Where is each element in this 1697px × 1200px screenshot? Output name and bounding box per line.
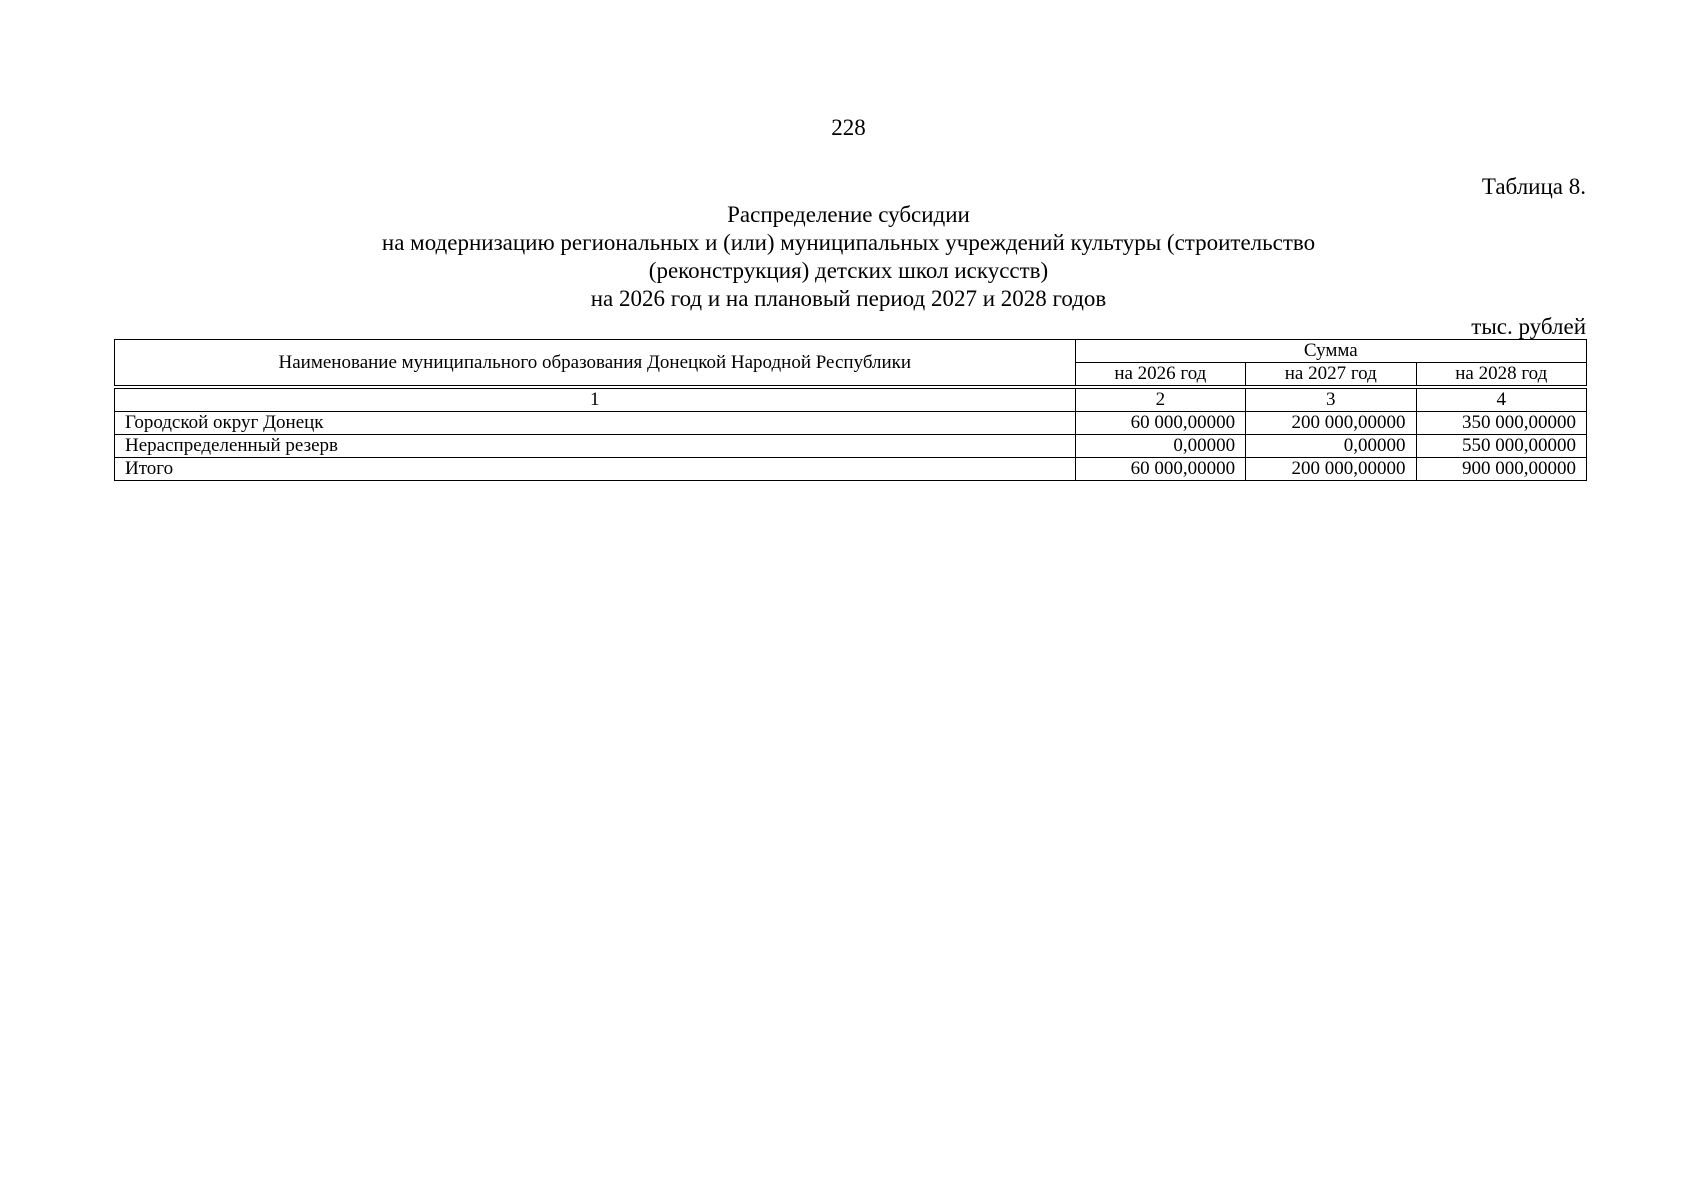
table-row-total xyxy=(115,458,1587,481)
row-value: 60 000,00000 xyxy=(1075,412,1245,435)
table-header-row xyxy=(115,340,1587,363)
title-line: Распределение субсидии xyxy=(727,202,970,227)
row-value: 550 000,00000 xyxy=(1416,435,1586,458)
table-row xyxy=(115,435,1587,458)
row-value: 0,00000 xyxy=(1075,435,1245,458)
column-number: 2 xyxy=(1075,389,1245,412)
column-number: 3 xyxy=(1246,389,1416,412)
row-value: 60 000,00000 xyxy=(1075,458,1245,481)
header-municipality: Наименование муниципального образования Донецкой Народной Республики xyxy=(115,340,1076,386)
units-label: тыс. рублей xyxy=(1471,314,1586,339)
column-number-row xyxy=(115,389,1587,412)
column-number: 1 xyxy=(115,389,1076,412)
row-value: 200 000,00000 xyxy=(1246,458,1416,481)
table-caption: Таблица 8. xyxy=(1481,174,1586,199)
title-line: на модернизацию региональных и (или) муниципальных учреждений культуры (строительство xyxy=(381,230,1316,255)
row-name: Итого xyxy=(115,458,1076,481)
header-year-2027: на 2027 год xyxy=(1246,363,1416,386)
row-value: 350 000,00000 xyxy=(1416,412,1586,435)
row-value: 900 000,00000 xyxy=(1416,458,1586,481)
title-line: на 2026 год и на плановый период 2027 и 2028 годов xyxy=(590,286,1107,311)
column-number: 4 xyxy=(1416,389,1586,412)
title-line: (реконструкция) детских школ искусств) xyxy=(648,258,1049,283)
table-row xyxy=(115,412,1587,435)
page-number: 228 xyxy=(831,115,866,140)
row-value: 0,00000 xyxy=(1246,435,1416,458)
document-title xyxy=(0,201,1697,313)
header-sum: Сумма xyxy=(1075,340,1586,363)
subsidy-table xyxy=(114,339,1587,481)
row-value: 200 000,00000 xyxy=(1246,412,1416,435)
header-year-2028: на 2028 год xyxy=(1416,363,1586,386)
row-name: Городской округ Донецк xyxy=(115,412,1076,435)
row-name: Нераспределенный резерв xyxy=(115,435,1076,458)
header-year-2026: на 2026 год xyxy=(1075,363,1245,386)
